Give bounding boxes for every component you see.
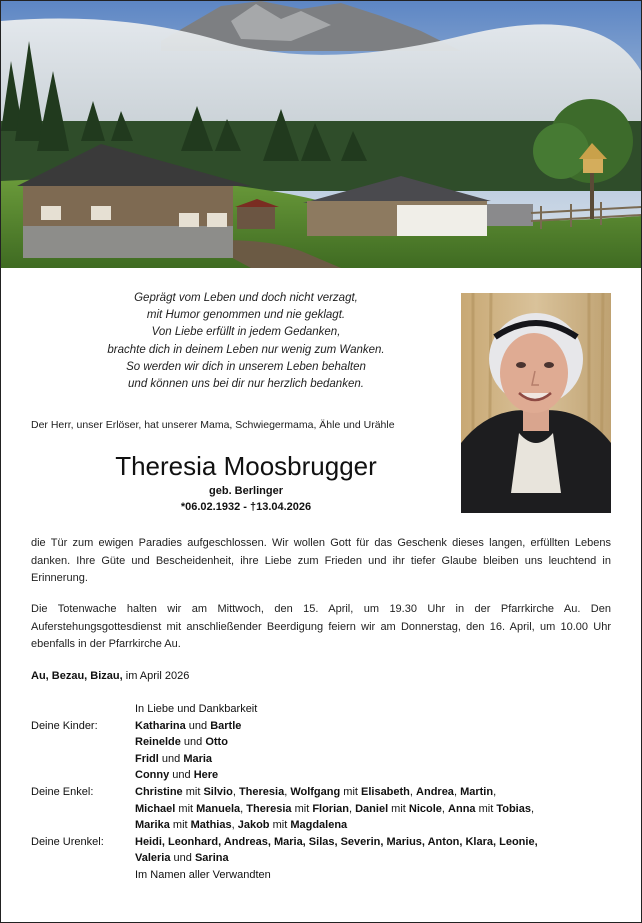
mourner-name: Christine — [135, 785, 183, 798]
connector-text: mit — [175, 802, 197, 815]
poem-line: und können uns bei dir nur herzlich bedanken. — [128, 378, 364, 391]
place-month: im April 2026 — [122, 670, 190, 682]
poem-line: Von Liebe erfüllt in jedem Gedanken, — [151, 326, 341, 339]
connector-text: mit — [388, 802, 409, 815]
mourner-group-label: Deine Kinder: — [31, 719, 98, 732]
service-details-paragraph: Die Totenwache halten wir am Mittwoch, den 15. April, um 19.30 Uhr in der Pfarrkirche Au. Den Auferstehungsgottesdienst mit anschließender Beerdigung feiern wir am Donnerstag, den 16. April, um 10.00 Uhr ebenfalls in der Pfarrkirche Au. — [31, 603, 611, 651]
opening-line: In Liebe und Dankbarkeit — [135, 703, 258, 715]
mourner-name: Heidi, Leonhard, Andreas, Maria, Silas, Severin, Marius, Anton, Klara, Leonie, — [135, 835, 538, 848]
mourner-name: Silvio — [203, 785, 233, 798]
connector-text: , — [348, 802, 356, 815]
mourner-name: Marika — [135, 819, 170, 832]
poem-line: So werden wir dich in unserem Leben behalten — [126, 360, 366, 373]
connector-text: , — [240, 802, 247, 815]
mourner-name: Manuela — [196, 802, 241, 815]
mourner-name: Jakob — [237, 819, 270, 832]
connector-text: , — [284, 785, 291, 798]
connector-text: , — [493, 785, 497, 798]
mourner-name: Nicole — [408, 802, 442, 815]
mourner-name: Here — [193, 769, 219, 782]
connector-text: , — [441, 802, 449, 815]
mourner-name: Fridl — [135, 752, 159, 765]
place-date — [31, 670, 189, 682]
portrait-photo — [461, 293, 611, 513]
connector-text: und — [170, 852, 195, 865]
connector-text: mit — [269, 819, 291, 832]
poem-line: mit Humor genommen und nie geklagt. — [146, 309, 346, 322]
connector-text: mit — [182, 785, 204, 798]
mourner-name: Magdalena — [290, 819, 348, 832]
connector-text: , — [409, 785, 417, 798]
mourner-name: Florian — [312, 802, 349, 815]
announcement-paragraph: die Tür zum ewigen Paradies aufgeschlossen. Wir wollen Gott für das Geschenk dieses langen, erfüllten Lebens danken. Ihre Güte und Bescheidenheit, ihre Liebe zum Frieden und ihr tiefer Glaube bleiben uns leuchtend in Erinnerung. — [31, 537, 611, 585]
place-towns: Au, Bezau, Bizau, — [31, 670, 123, 682]
mourner-name: Martin — [460, 785, 494, 798]
connector-text: und — [169, 769, 194, 782]
grandchildren-section — [31, 784, 621, 834]
deceased-name: Theresia Moosbrugger — [115, 451, 377, 481]
mourner-name: Elisabeth — [361, 785, 410, 798]
mourner-row — [31, 751, 621, 768]
mourner-name: Tobias — [496, 802, 531, 815]
mourner-name: Wolfgang — [290, 785, 341, 798]
connector-text: mit — [340, 785, 361, 798]
alpine-landscape-photo — [1, 1, 641, 268]
mourner-name: Theresia — [238, 785, 285, 798]
mourner-row — [31, 734, 621, 751]
poem-line: brachte dich in deinem Leben nur wenig zum Wanken. — [107, 343, 385, 356]
connector-text: mit — [291, 802, 313, 815]
life-dates: *06.02.1932 - †13.04.2026 — [180, 501, 312, 513]
children-section — [31, 718, 621, 784]
mourners-list — [31, 701, 621, 884]
mourner-name: Conny — [135, 769, 170, 782]
mourner-name: Theresia — [246, 802, 292, 815]
intro-line: Der Herr, unser Erlöser, hat unserer Mama, Schwiegermama, Ähle und Urähle — [31, 419, 395, 431]
mourner-group-label: Deine Urenkel: — [31, 835, 104, 848]
mourner-row — [31, 801, 621, 818]
connector-text: und — [158, 752, 184, 765]
mourner-name: Valeria — [135, 852, 171, 865]
closing-line: Im Namen aller Verwandten — [135, 868, 271, 881]
mourner-name: Andrea — [416, 785, 454, 798]
mourner-row — [31, 834, 621, 851]
mourner-name: Katharina — [135, 719, 186, 732]
connector-text: , — [232, 785, 239, 798]
mourner-row — [31, 817, 621, 834]
mourner-group-label: Deine Enkel: — [31, 785, 94, 798]
connector-text: und — [180, 736, 206, 749]
connector-text: und — [185, 719, 211, 732]
mourner-row — [31, 718, 621, 735]
poem-line: Geprägt vom Leben und doch nicht verzagt, — [134, 292, 358, 304]
connector-text: mit — [169, 819, 191, 832]
connector-text: , — [530, 802, 535, 815]
mourner-name: Mathias — [190, 819, 232, 832]
connector-text: mit — [475, 802, 497, 815]
connector-text: , — [453, 785, 461, 798]
mourner-name: Anna — [448, 802, 476, 815]
mourner-name: Maria — [183, 752, 213, 765]
mourner-row — [31, 784, 621, 801]
mourners-closing-row — [31, 867, 621, 884]
mourner-name: Sarina — [194, 852, 229, 865]
mourners-opening-row — [31, 701, 621, 718]
mourner-name: Otto — [205, 736, 228, 749]
maiden-name: geb. Berlinger — [209, 485, 283, 497]
great-grandchildren-section — [31, 834, 621, 867]
connector-text: , — [231, 819, 238, 832]
mourner-name: Bartle — [210, 719, 242, 732]
memorial-poem — [61, 290, 431, 393]
mourner-row — [31, 850, 621, 867]
mourner-row — [31, 767, 621, 784]
mourner-name: Daniel — [355, 802, 389, 815]
mourner-name: Reinelde — [135, 736, 181, 749]
mourner-name: Michael — [135, 802, 176, 815]
